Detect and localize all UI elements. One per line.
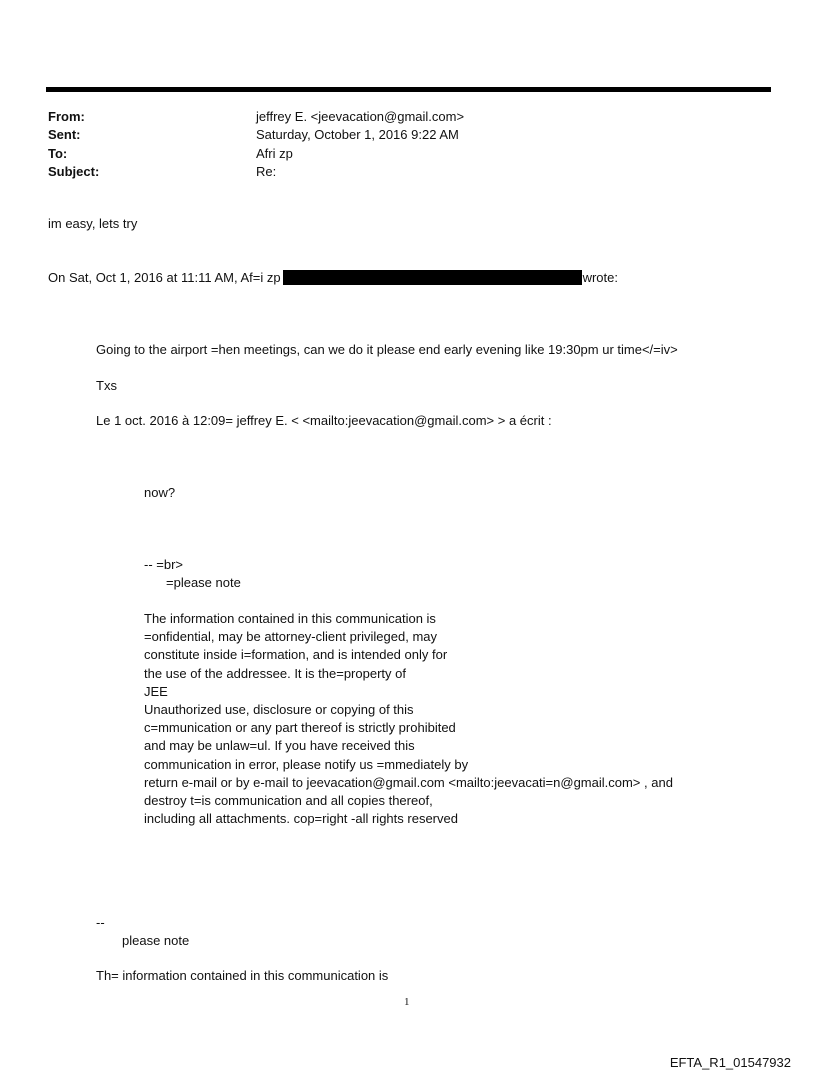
document-id: EFTA_R1_01547932 [669, 1055, 791, 1070]
from-row [48, 108, 464, 126]
from-label: From: [48, 109, 85, 124]
disclaimer-line: =onfidential, may be attorney-client privileged, may [144, 629, 438, 645]
sent-row [48, 126, 464, 144]
quote-intro-suffix: wrote: [582, 270, 618, 285]
header-rule [46, 87, 771, 92]
signature-dashes: -- =br> [144, 557, 184, 572]
footer-dashes: -- [96, 915, 105, 930]
subject-row [48, 163, 464, 181]
disclaimer-line: constitute inside i=formation, and is intended only for [144, 647, 448, 663]
email-header [48, 108, 464, 181]
from-value: jeffrey E. <jeevacation@gmail.com> [256, 109, 465, 124]
disclaimer-line: destroy t=is communication and all copies thereof, [144, 793, 433, 809]
quote-intro [48, 269, 618, 287]
disclaimer-line: Unauthorized use, disclosure or copying of this [144, 702, 414, 718]
disclaimer-line: communication in error, please notify us =mmediately by [144, 756, 469, 772]
reply-text: im easy, lets try [48, 216, 138, 231]
signature-note: =please note [166, 575, 241, 590]
page-number: 1 [404, 996, 410, 1008]
disclaimer-line: the use of the addressee. It is the=property of [144, 665, 406, 681]
disclaimer-line: JEE [144, 683, 168, 699]
disclaimer-line: including all attachments. cop=right -all rights reserved [144, 811, 458, 827]
disclaimer-line: return e-mail or by e-mail to jeevacation@gmail.com <mailto:jeevacati=n@gmail.com> , and [144, 774, 673, 790]
subject-value: Re: [256, 163, 277, 179]
quote-message: Going to the airport =hen meetings, can we do it please end early evening like 19:30pm ur time</=iv> [96, 342, 678, 357]
quote-french-intro: Le 1 oct. 2016 à 12:09= jeffrey E. < <mailto:jeevacation@gmail.com> > a écrit : [96, 413, 552, 428]
disclaimer-line: and may be unlaw=ul. If you have received this [144, 738, 415, 754]
to-row [48, 145, 464, 163]
footer-text: Th= information contained in this communication is [96, 968, 389, 983]
quote-thanks: Txs [96, 378, 117, 393]
disclaimer [144, 610, 673, 828]
to-label: To: [48, 145, 68, 161]
quote-intro-prefix: On Sat, Oct 1, 2016 at 11:11 AM, Af=i zp [48, 270, 281, 285]
disclaimer-line: c=mmunication or any part thereof is strictly prohibited [144, 720, 456, 736]
sent-label: Sent: [48, 127, 81, 143]
sent-value: Saturday, October 1, 2016 9:22 AM [256, 127, 459, 143]
inner-message: now? [144, 485, 176, 500]
redaction-bar [283, 270, 582, 285]
to-value: Afri zp [256, 145, 293, 161]
subject-label: Subject: [48, 163, 100, 179]
disclaimer-line: The information contained in this communication is [144, 611, 436, 626]
footer-note: please note [122, 933, 190, 948]
